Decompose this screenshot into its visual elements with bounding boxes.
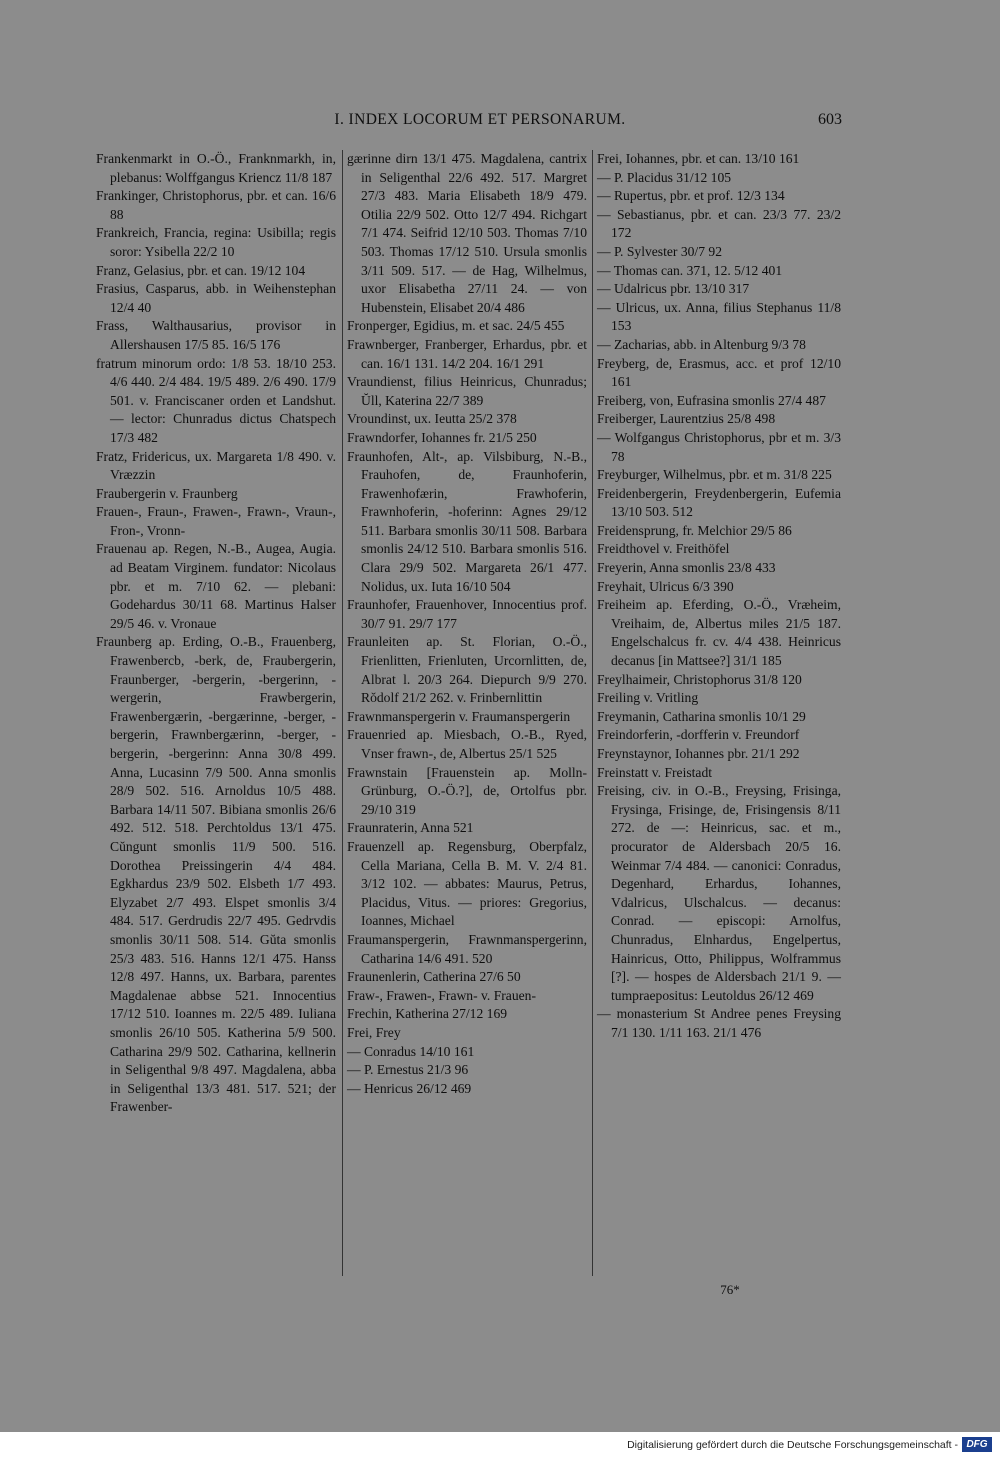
index-entry: Frawnstain [Frauenstein ap. Molln-Grünburg, O.-Ö.?], de, Ortolfus pbr. 29/10 319 xyxy=(347,764,587,817)
index-entry: Freiheim ap. Eferding, O.-Ö., Vræheim, Vreihaim, de, Albertus miles 21/5 187. Engelschalcus fr. cv. 4/4 438. Heinricus decanus [in Mattsee?] 31/1 185 xyxy=(597,597,841,669)
index-column-left xyxy=(96,150,336,1117)
index-entry: Frankenmarkt in O.-Ö., Franknmarkh, in, plebanus: Wolffgangus Kriencz 11/8 187 xyxy=(96,151,336,185)
dfg-logo: DFG xyxy=(962,1437,992,1452)
index-entry: Fraunhofen, Alt-, ap. Vilsbiburg, N.-B., Frauhofen, de, Fraunhoferin, Frawenhofærin, Frawhoferin, Frawnhoferin, -hoferinn: Agnes 29/12 511. Barbara smonlis 30/11 508. Barbara smonlis 24/12 510. Barbara smonlis 516. Clara 29/9 502. Margareta 26/1 477. Nolidus, ux. Iuta 16/10 504 xyxy=(347,448,587,594)
index-entry: — Wolfgangus Christophorus, pbr et m. 3/3 78 xyxy=(597,429,841,464)
index-entry: Freiberger, Laurentzius 25/8 498 xyxy=(597,411,776,427)
index-entry: Fraunenlerin, Catherina 27/6 50 xyxy=(347,969,521,985)
column-rule xyxy=(592,150,593,1276)
index-entry: Freidthovel v. Freithöfel xyxy=(597,541,730,557)
index-entry: — Ulricus, ux. Anna, filius Stephanus 11/8 153 xyxy=(597,299,841,334)
index-entry: Frauen-, Fraun-, Frawen-, Frawn-, Vraun-, Fron-, Vronn- xyxy=(96,504,336,538)
index-entry: Frauenau ap. Regen, N.-B., Augea, Augia. ad Beatam Virginem. fundator: Nicolaus pbr. et m. 7/10 62. — plebani: Godehardus 30/11 68. Martinus Halser 29/5 46. v. Vronaue xyxy=(96,541,336,631)
index-column-middle xyxy=(347,150,587,1098)
index-entry: Freynstaynor, Iohannes pbr. 21/1 292 xyxy=(597,746,800,761)
index-entry: — P. Sylvester 30/7 92 xyxy=(597,243,722,259)
index-entry: Fraunhofer, Frauenhover, Innocentius prof. 30/7 91. 29/7 177 xyxy=(347,597,587,631)
index-entry: Freindorferin, -dorfferin v. Freundorf xyxy=(597,727,800,743)
page-number: 603 xyxy=(818,111,842,128)
index-entry: — Sebastianus, pbr. et can. 23/3 77. 23/2 172 xyxy=(597,206,841,241)
index-entry: Fraubergerin v. Fraunberg xyxy=(96,485,238,501)
index-entry: Freiling v. Vritling xyxy=(597,690,699,706)
index-entry: — Zacharias, abb. in Altenburg 9/3 78 xyxy=(597,336,806,352)
signature-mark: 76* xyxy=(720,1282,740,1297)
index-entry: Fraunraterin, Anna 521 xyxy=(347,820,474,836)
index-entry: Frauenzell ap. Regensburg, Oberpfalz, Cella Mariana, Cella B. M. V. 2/4 81. 3/12 102. — abbates: Maurus, Petrus, Placidus, Vitus. — priores: Gregorius, Ioannes, Michael xyxy=(347,838,587,929)
footer-bar xyxy=(0,1432,1000,1458)
index-entry: Vraundienst, filius Heinricus, Chunradus; Ŭll, Katerina 22/7 389 xyxy=(347,374,587,408)
index-entry: — Conradus 14/10 161 xyxy=(347,1043,475,1059)
index-entry: Frankinger, Christophorus, pbr. et can. 16/6 88 xyxy=(96,188,336,222)
index-entry: Fraunleiten ap. St. Florian, O.-Ö., Frienlitten, Frienluten, Urcornlitten, de, Albrat l. 20/3 264. Diepurch 9/9 270. Rŏdolf 21/2 262. v. Frinbernlittin xyxy=(347,634,587,706)
index-entry: Freidensprung, fr. Melchior 29/5 86 xyxy=(597,522,792,538)
index-column-right xyxy=(597,150,841,1043)
index-entry: Freymanin, Catharina smonlis 10/1 29 xyxy=(597,708,806,724)
index-entry: — Henricus 26/12 469 xyxy=(347,1080,472,1096)
index-entry: fratrum minorum ordo: 1/8 53. 18/10 253. 4/6 440. 2/4 484. 19/5 489. 2/6 490. 17/9 501. v. Franciscaner orden et Landshut. — lector: Chunradus dictus Chatspech 17/3 482 xyxy=(96,355,336,445)
index-entry: — Thomas can. 371, 12. 5/12 401 xyxy=(597,262,783,278)
index-entry: Franz, Gelasius, pbr. et can. 19/12 104 xyxy=(96,262,306,278)
index-entry: Vroundinst, ux. Ieutta 25/2 378 xyxy=(347,411,517,427)
index-entry: — monasterium St Andree penes Freysing 7/1 130. 1/11 163. 21/1 476 xyxy=(597,1006,841,1040)
index-entry: Frei, Frey xyxy=(347,1024,401,1040)
index-entry: — P. Placidus 31/12 105 xyxy=(597,169,732,185)
index-entry: Frawndorfer, Iohannes fr. 21/5 250 xyxy=(347,429,537,445)
column-rule xyxy=(342,150,343,1276)
index-entry: — Rupertus, pbr. et prof. 12/3 134 xyxy=(597,188,785,204)
index-entry: Fraw-, Frawen-, Frawn- v. Frauen- xyxy=(347,987,536,1003)
index-entry: Frawnberger, Franberger, Erhardus, pbr. et can. 16/1 131. 14/2 204. 16/1 291 xyxy=(347,336,587,371)
index-entry: gærinne dirn 13/1 475. Magdalena, cantrix in Seligenthal 22/6 492. 517. Margret 27/3 483. Maria Elisabeth 18/9 479. Otilia 22/9 502. Otto 12/7 494. Richgart 7/1 474. Seifrid 12/10 503. Thomas 7/10 503. Thomas 17/12 510. Ursula smonlis 3/11 509. 517. — de Hag, Wilhelmus, uxor Elisabetha 27/11 24. — von Hubenstein, Elisabet 20/4 486 xyxy=(347,151,587,315)
index-entry: Freyberg, de, Erasmus, acc. et prof 12/10 161 xyxy=(597,355,841,390)
index-entry: Frawnmanspergerin v. Fraumanspergerin xyxy=(347,708,571,724)
index-entry: Frechin, Katherina 27/12 169 xyxy=(347,1006,508,1022)
index-entry: Freylhaimeir, Christophorus 31/8 120 xyxy=(597,671,802,687)
index-entry: Fratz, Fridericus, ux. Margareta 1/8 490. v. Vræzzin xyxy=(96,448,336,483)
index-entry: Fraunberg ap. Erding, O.-B., Frauenberg, Frawenbercb, -berk, de, Fraubergerin, Fraunberger, -bergerin, -bergerinn, -wergerin, Frawbergerin, Frawenbergærin, -bergærinne, -berger, -bergerin, Frawnbergærinn, -berger, -bergerin, -bergerinn: Anna 30/8 499. Anna, Lucasinn 7/9 500. Anna smonlis 28/9 502. 516. Arnoldus 10/5 488. Barbara 14/11 507. Bibiana smonlis 26/6 492. 512. 518. Perchtoldus 13/1 475. Cŭngunt smonlis 11/9 500. 516. Dorothea Preissingerin 4/4 484. Egkhardus 23/9 502. Elsbeth 1/7 493. Elyzabet 2/7 493. Elspet smonlis 3/4 484. 517. Gerdrudis 22/7 495. Gedrvdis smonlis 30/11 508. 514. Gŭta smonlis 25/3 483. 516. Hanns 12/1 475. Hanss 12/8 497. Hanns, ux. Barbara, parentes Magdalenae abbse 521. Innocentius 17/12 510. Ioannes m. 22/5 489. Iuliana smonlis 26/10 505. Katherina 5/9 500. Catharina 29/9 502. Catharina, kellnerin in Seligenthal 9/8 497. Magdalena, abba in Seligenthal 13/3 481. 517. 521; der Frawenber- xyxy=(96,634,336,1115)
index-entry: Freyerin, Anna smonlis 23/8 433 xyxy=(597,560,776,576)
index-entry: Freyburger, Wilhelmus, pbr. et m. 31/8 225 xyxy=(597,467,832,483)
index-entry: Frei, Iohannes, pbr. et can. 13/10 161 xyxy=(597,151,800,166)
index-entry: — Udalricus pbr. 13/10 317 xyxy=(597,281,750,297)
index-entry: Frankreich, Francia, regina: Usibilla; regis soror: Ysibella 22/2 10 xyxy=(96,225,336,259)
index-entry: Frasius, Casparus, abb. in Weihenstephan 12/4 40 xyxy=(96,281,336,315)
index-entry: Freidenbergerin, Freydenbergerin, Eufemia 13/10 503. 512 xyxy=(597,485,841,520)
index-entry: Freyhait, Ulricus 6/3 390 xyxy=(597,578,734,594)
index-entry: Fraumanspergerin, Frawnmanspergerinn, Catharina 14/6 491. 520 xyxy=(347,931,587,966)
index-entry: Freiberg, von, Eufrasina smonlis 27/4 487 xyxy=(597,392,826,408)
index-entry: Freising, civ. in O.-B., Freysing, Frisinga, Frysinga, Frisinge, de, Frisingensis 8/11 272. de —: Heinricus, sac. et m., procurator de Aldersbach 20/5 16. Weinmar 7/4 484. — canonici: Conradus, Degenhard, Erhardus, Iohannes, Vdalricus, Ulschalcus. — decanus: Conrad. — episcopi: Arnolfus, Chunradus, Elnhardus, Engelpertus, Hainricus, Otto, Philippus, Wolframmus [?]. — hospes de Aldersbach 21/1 9. — tumpraepositus: Leutoldus 26/12 469 xyxy=(597,783,841,1003)
index-entry: Fronperger, Egidius, m. et sac. 24/5 455 xyxy=(347,318,565,334)
index-entry: Frauenried ap. Miesbach, O.-B., Ryed, Vnser frawn-, de, Albertus 25/1 525 xyxy=(347,727,587,761)
index-entry: Freinstatt v. Freistadt xyxy=(597,764,713,780)
running-header: I. INDEX LOCORUM ET PERSONARUM. xyxy=(334,111,626,128)
index-entry: Frass, Walthausarius, provisor in Allershausen 17/5 85. 16/5 176 xyxy=(96,318,336,352)
footer-credit: Digitalisierung gefördert durch die Deutsche Forschungsgemeinschaft - xyxy=(627,1439,958,1451)
index-entry: — P. Ernestus 21/3 96 xyxy=(347,1062,469,1078)
